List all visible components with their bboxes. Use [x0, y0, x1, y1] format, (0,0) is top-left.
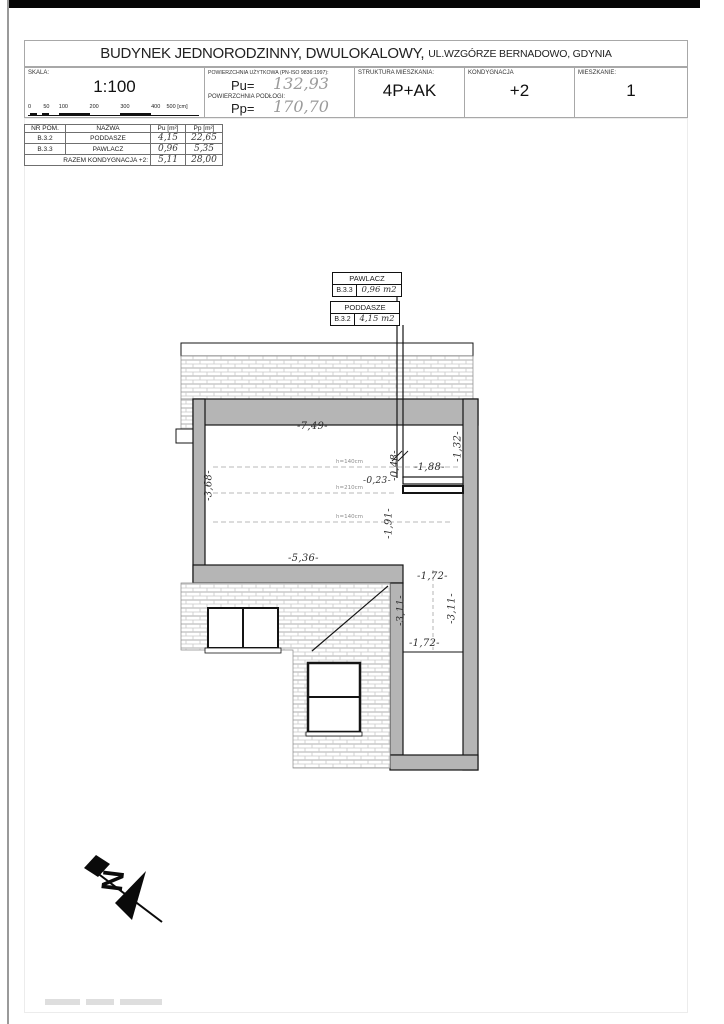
room-tag-id: B.3.3 [333, 285, 357, 296]
dimension-label: -3,68- [203, 470, 215, 501]
structure-label: STRUKTURA MIESZKANIA: [358, 70, 435, 76]
room-tag-area: 0,96 m2 [361, 285, 397, 295]
dimension-label: -0,23- [363, 476, 391, 486]
dimension-label: -0,48- [389, 450, 401, 481]
room-tag-pawlacz [332, 272, 402, 297]
page-title: BUDYNEK JEDNORODZINNY, DWULOKALOWY, [100, 45, 425, 62]
dimension-label: -3,11- [446, 593, 458, 624]
room-pp: 5,35 [186, 144, 223, 155]
floor-area-label: POWIERZCHNIA PODŁOGI: [208, 94, 286, 100]
col-header: Pu [m²] [151, 125, 186, 133]
scale-tick: 400 [151, 104, 161, 110]
roof-eaves [181, 343, 473, 356]
room-pu: 4,15 [151, 133, 186, 144]
pu-value: 132,93 [273, 74, 329, 93]
storey-value: +2 [509, 81, 530, 100]
pu-symbol: Pu= [231, 78, 255, 93]
dimension-label: -1,72- [417, 571, 448, 582]
room-name: PODDASZE [66, 133, 151, 144]
dimension-label: -3,11- [395, 595, 407, 626]
room-tag-area: 4,15 m2 [359, 314, 395, 324]
room-tag-poddasze [330, 301, 400, 326]
height-line-label: h=210cm [336, 485, 363, 491]
dimension-label: -1,32- [452, 431, 464, 462]
usable-area-label: POWIERZCHNIA UŻYTKOWA (PN-ISO 9836:1997): [208, 70, 329, 76]
scale-label: SKALA: [28, 70, 50, 76]
dimension-label: -7,49- [297, 421, 328, 432]
scale-tick: 0 [28, 104, 32, 110]
dimension-label: -1,91- [383, 508, 395, 539]
height-line-label: h=140cm [336, 514, 363, 520]
room-id: B.3.2 [25, 133, 66, 144]
pp-symbol: Pp= [231, 101, 255, 116]
room-id: B.3.3 [25, 144, 66, 155]
scale-tick: 50 [43, 104, 50, 110]
storey-label: KONDYGNACJA [468, 70, 514, 76]
room-pu: 0,96 [151, 144, 186, 155]
page-address: UL.WZGÓRZE BERNADOWO, GDYNIA [428, 47, 612, 60]
height-line-label: h=140cm [336, 459, 363, 465]
scale-tick: 100 [58, 104, 68, 110]
col-header: NR POM. [25, 125, 66, 133]
roof-window [306, 663, 362, 736]
dimension-label: -1,72- [409, 638, 440, 649]
pp-value: 170,70 [273, 97, 329, 116]
north-arrow-icon [84, 855, 162, 922]
col-header: NAZWA [66, 125, 151, 133]
unit-value: 1 [626, 81, 636, 100]
scale-tick: 500 [cm] [166, 104, 188, 110]
scale-value: 1:100 [93, 77, 136, 96]
total-label: RAZEM KONDYGNACJA +2: [25, 155, 151, 166]
col-header: Pp [m²] [186, 125, 223, 133]
unit-label: MIESZKANIE: [578, 70, 617, 76]
total-pp: 28,00 [186, 155, 223, 166]
scale-tick: 300 [120, 104, 130, 110]
room-tag-id: B.3.2 [331, 314, 355, 325]
dimension-label: -1,88- [414, 462, 445, 473]
room-tag-name: PAWLACZ [333, 273, 401, 285]
total-pu: 5,11 [151, 155, 186, 166]
pawlacz-shelf [403, 477, 463, 493]
room-tag-name: PODDASZE [331, 302, 399, 314]
room-name: PAWLACZ [66, 144, 151, 155]
north-letter: N [94, 867, 130, 894]
dimension-label: -5,36- [288, 553, 319, 564]
roof-window [205, 608, 281, 653]
scale-tick: 200 [89, 104, 99, 110]
structure-value: 4P+AK [382, 81, 437, 100]
room-pp: 22,65 [186, 133, 223, 144]
